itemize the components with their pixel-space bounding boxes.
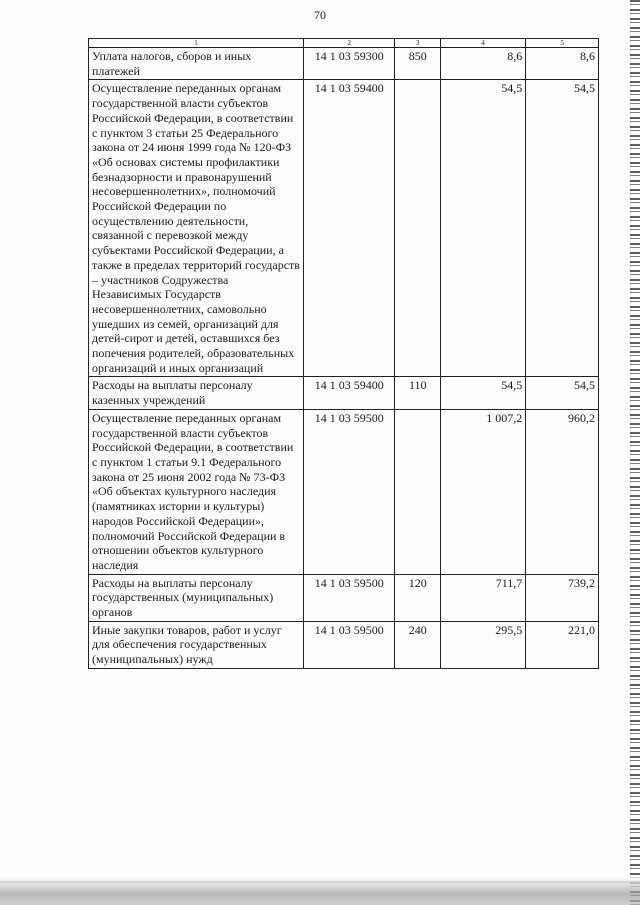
row-name: Осуществление переданных органам государственной власти субъектов Российской Федерации, в соответствии с пунктом 1 статьи 9.1 Федерального закона от 25 июня 2002 года № 73-ФЗ «Об объектах культурного наследия (памятниках истории и культуры) народов Российской Федерации», полномочий Российской Федерации в отношении объектов культурного наследия bbox=[89, 409, 304, 574]
table-row bbox=[89, 621, 599, 668]
row-expense-type bbox=[395, 409, 441, 574]
row-name: Уплата налогов, сборов и иных платежей bbox=[89, 48, 304, 80]
table-row bbox=[89, 48, 599, 80]
row-code: 14 1 03 59400 bbox=[304, 377, 395, 409]
row-expense-type: 850 bbox=[395, 48, 441, 80]
row-code: 14 1 03 59400 bbox=[304, 80, 395, 377]
row-sum-2: 739,2 bbox=[526, 574, 599, 621]
row-name: Осуществление переданных органам государственной власти субъектов Российской Федерации, в соответствии с пунктом 3 статьи 25 Федерального закона от 24 июня 1999 года № 120-ФЗ «Об основах системы профилактики безнадзорности и правонарушений несовершеннолетних», полномочий Российской Федерации по осуществлению деятельности, связанной с перевозкой между субъектами Российской Федерации, а также в пределах территорий государств – участников Содружества Независимых Государств несовершеннолетних, самовольно ушедших из семей, организаций для детей-сирот и детей, оставшихся без попечения родителей, образовательных организаций и иных организаций bbox=[89, 80, 304, 377]
table-row bbox=[89, 377, 599, 409]
row-name: Расходы на выплаты персоналу казенных учреждений bbox=[89, 377, 304, 409]
column-number-row bbox=[89, 39, 599, 48]
column-number: 2 bbox=[304, 39, 395, 48]
row-expense-type: 120 bbox=[395, 574, 441, 621]
row-code: 14 1 03 59500 bbox=[304, 621, 395, 668]
row-code: 14 1 03 59300 bbox=[304, 48, 395, 80]
table-row bbox=[89, 80, 599, 377]
row-expense-type bbox=[395, 80, 441, 377]
column-number: 5 bbox=[526, 39, 599, 48]
row-name: Расходы на выплаты персоналу государственных (муниципальных) органов bbox=[89, 574, 304, 621]
scan-edge-artifact bbox=[0, 877, 640, 905]
row-sum-1: 711,7 bbox=[441, 574, 526, 621]
row-sum-1: 8,6 bbox=[441, 48, 526, 80]
row-expense-type: 110 bbox=[395, 377, 441, 409]
row-expense-type: 240 bbox=[395, 621, 441, 668]
row-sum-2: 960,2 bbox=[526, 409, 599, 574]
row-sum-2: 54,5 bbox=[526, 377, 599, 409]
row-name: Иные закупки товаров, работ и услуг для обеспечения государственных (муниципальных) нужд bbox=[89, 621, 304, 668]
table-row bbox=[89, 409, 599, 574]
column-number: 1 bbox=[89, 39, 304, 48]
page-number: 70 bbox=[314, 8, 326, 22]
row-sum-1: 54,5 bbox=[441, 377, 526, 409]
scan-edge-artifact bbox=[630, 0, 640, 905]
column-number: 3 bbox=[395, 39, 441, 48]
row-sum-2: 54,5 bbox=[526, 80, 599, 377]
table-row bbox=[89, 574, 599, 621]
row-sum-2: 221,0 bbox=[526, 621, 599, 668]
column-number: 4 bbox=[441, 39, 526, 48]
row-sum-1: 1 007,2 bbox=[441, 409, 526, 574]
budget-table bbox=[88, 38, 599, 669]
row-code: 14 1 03 59500 bbox=[304, 409, 395, 574]
row-sum-1: 54,5 bbox=[441, 80, 526, 377]
row-sum-2: 8,6 bbox=[526, 48, 599, 80]
row-sum-1: 295,5 bbox=[441, 621, 526, 668]
row-code: 14 1 03 59500 bbox=[304, 574, 395, 621]
